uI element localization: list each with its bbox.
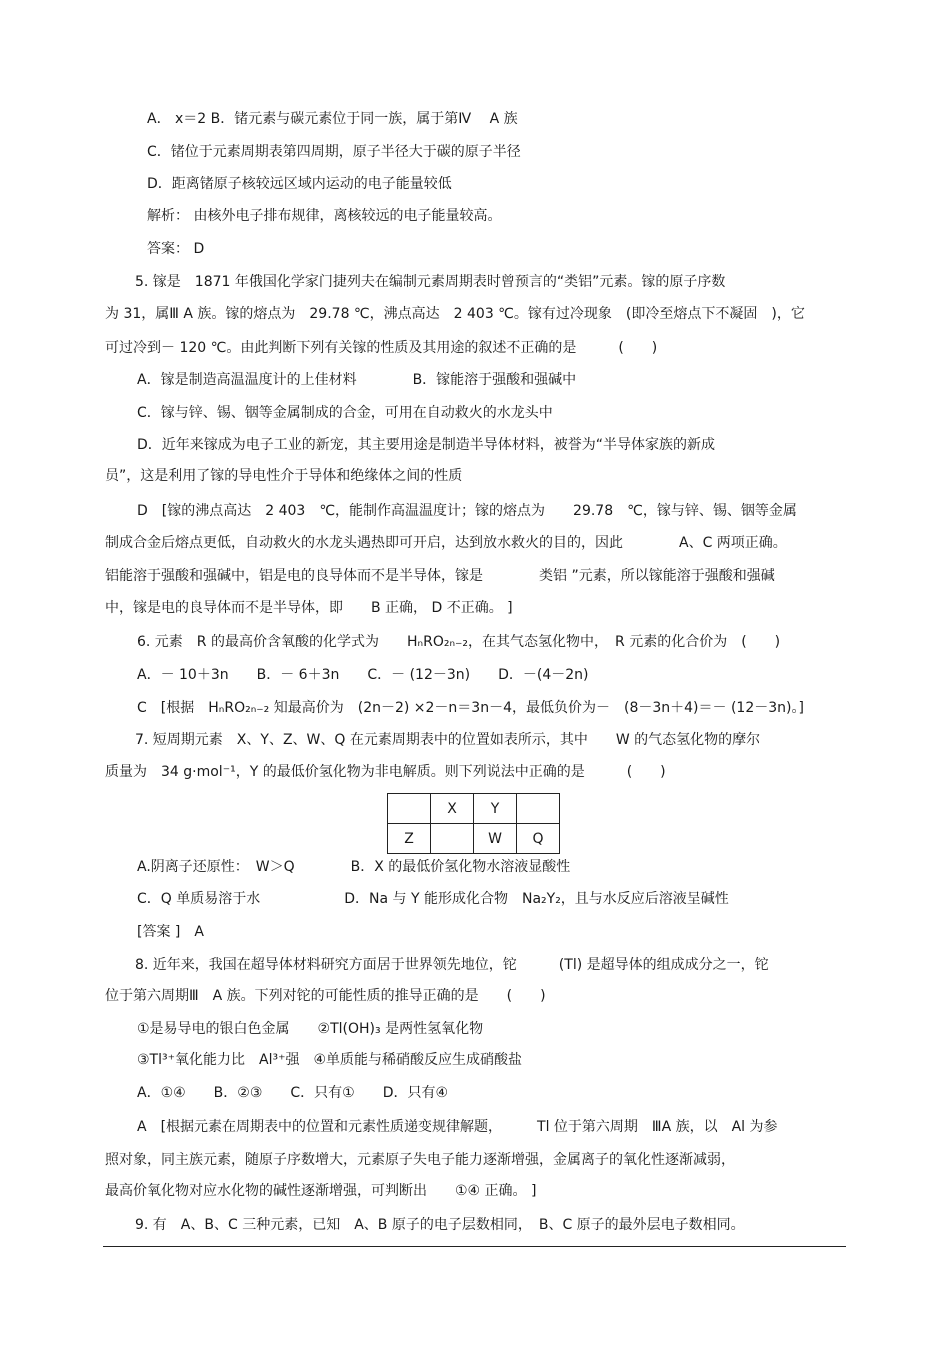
option-line: ①是易导电的银白色金属 ②Tl(OH)₃ 是两性氢氧化物 xyxy=(137,1021,484,1037)
explanation-line: 中，镓是电的良导体而不是半导体，即 B 正确， D 不正确。 ] xyxy=(105,600,513,616)
explanation-line: D [镓的沸点高达 2 403 ℃，能制作高温温度计；镓的熔点为 29.78 ℃，镓与锌、锡、铟等金属 xyxy=(137,503,797,519)
option-line: A.阴离子还原性： W＞Q B．X 的最低价氢化物水溶液显酸性 xyxy=(137,859,571,875)
question-line: 质量为 34 g·mol⁻¹，Y 的最低价氢化物为非电解质。则下列说法中正确的是 ( ) xyxy=(105,764,666,780)
table-cell: Z xyxy=(388,824,431,854)
question-line: 7. 短周期元素 X、Y、Z、W、Q 在元素周期表中的位置如表所示，其中 W 的气态氢化物的摩尔 xyxy=(135,732,761,748)
option-line: D．距离锗原子核较远区域内运动的电子能量较低 xyxy=(147,176,452,192)
option-line: A．镓是制造高温温度计的上佳材料 B．镓能溶于强酸和强碱中 xyxy=(137,372,577,388)
question-line: 位于第六周期Ⅲ A 族。下列对铊的可能性质的推导正确的是 ( ) xyxy=(105,988,546,1004)
question-line: 5. 镓是 1871 年俄国化学家门捷列夫在编制元素周期表时曾预言的“类铝”元素。镓的原子序数 xyxy=(135,274,726,290)
explanation-line: A [根据元素在周期表中的位置和元素性质递变规律解题， Tl 位于第六周期 ⅢA 族，以 Al 为参 xyxy=(137,1119,778,1135)
table-row xyxy=(388,794,560,824)
option-line: A． x＝2 B．锗元素与碳元素位于同一族，属于第Ⅳ A 族 xyxy=(147,111,518,127)
question-line: 9. 有 A、B、C 三种元素，已知 A、B 原子的电子层数相同， B、C 原子的最外层电子数相同。 xyxy=(135,1217,745,1233)
option-line: C．Q 单质易溶于水 D．Na 与 Y 能形成化合物 Na₂Y₂，且与水反应后溶液呈碱性 xyxy=(137,891,729,907)
table-row xyxy=(388,824,560,854)
table-cell: W xyxy=(474,824,517,854)
option-line: A．－ 10＋3n B．－ 6＋3n C．－ (12－3n) D．－(4－2n) xyxy=(137,667,589,683)
explanation-line: C [根据 HₙRO₂ₙ₋₂ 知最高价为 (2n－2) ×2－n＝3n－4，最低负价为－ (8－3n＋4)＝－ (12－3n)。] xyxy=(137,700,804,716)
option-line: ③Tl³⁺氧化能力比 Al³⁺强 ④单质能与稀硝酸反应生成硝酸盐 xyxy=(137,1052,523,1068)
periodic-table-fragment xyxy=(387,793,560,854)
table-cell: X xyxy=(431,794,474,824)
footer-divider xyxy=(103,1246,846,1247)
table-cell xyxy=(431,824,474,854)
table-cell xyxy=(388,794,431,824)
analysis-line: 解析： 由核外电子排布规律，离核较远的电子能量较高。 xyxy=(147,208,502,224)
question-line: 8. 近年来，我国在超导体材料研究方面居于世界领先地位，铊 (Tl) 是超导体的组成成分之一，铊 xyxy=(135,957,769,973)
explanation-line: 铝能溶于强酸和强碱中，铝是电的良导体而不是半导体，镓是 类铝 ”元素，所以镓能溶于强酸和强碱 xyxy=(105,568,775,584)
answer-line: 答案： D xyxy=(147,241,205,257)
question-line: 为 31，属Ⅲ A 族。镓的熔点为 29.78 ℃，沸点高达 2 403 ℃。镓有过冷现象 (即冷至熔点下不凝固 )，它 xyxy=(105,306,805,322)
explanation-line: 最高价氧化物对应水化物的碱性逐渐增强，可判断出 ①④ 正确。 ] xyxy=(105,1183,537,1199)
option-line: C．锗位于元素周期表第四周期，原子半径大于碳的原子半径 xyxy=(147,144,521,160)
table-cell xyxy=(517,794,560,824)
table-cell: Q xyxy=(517,824,560,854)
option-line: 员”，这是利用了镓的导电性介于导体和绝缘体之间的性质 xyxy=(105,468,463,484)
question-line: 可过冷到－ 120 ℃。由此判断下列有关镓的性质及其用途的叙述不正确的是 ( ) xyxy=(105,340,658,356)
answer-line: [答案 ] A xyxy=(137,924,204,940)
option-line: A．①④ B．②③ C．只有① D．只有④ xyxy=(137,1085,449,1101)
option-line: D．近年来镓成为电子工业的新宠，其主要用途是制造半导体材料，被誉为“半导体家族的新成 xyxy=(137,437,716,453)
explanation-line: 照对象，同主族元素，随原子序数增大，元素原子失电子能力逐渐增强，金属离子的氧化性逐渐减弱， xyxy=(105,1152,735,1168)
question-line: 6. 元素 R 的最高价含氧酸的化学式为 HₙRO₂ₙ₋₂，在其气态氢化物中， R 元素的化合价为 ( ) xyxy=(137,634,781,650)
explanation-line: 制成合金后熔点更低，自动救火的水龙头遇热即可开启，达到放水救火的目的，因此 A、C 两项正确。 xyxy=(105,535,787,551)
option-line: C．镓与锌、锡、铟等金属制成的合金，可用在自动救火的水龙头中 xyxy=(137,405,553,421)
table-cell: Y xyxy=(474,794,517,824)
